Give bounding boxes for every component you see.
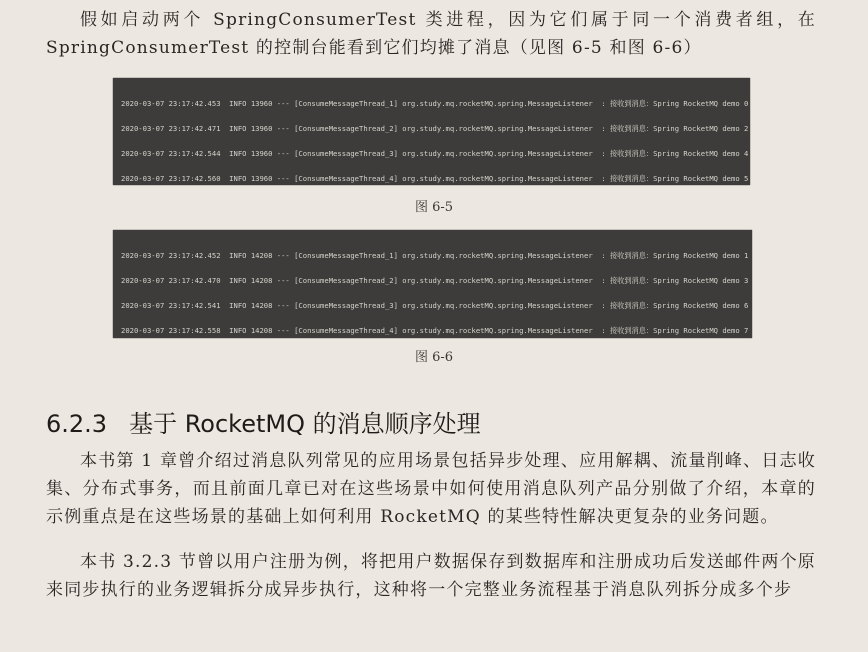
log-line: 2020-03-07 23:17:42.544 INFO 13960 --- [ConsumeMessageThread_3] org.study.mq.rocketMQ.spring.MessageListener : 接收到消息：Spring RocketMQ demo 4 [121,149,749,159]
section-heading [46,404,481,439]
log-line: 2020-03-07 23:17:42.471 INFO 13960 --- [ConsumeMessageThread_2] org.study.mq.rocketMQ.spring.MessageListener : 接收到消息：Spring RocketMQ demo 2 [121,124,749,134]
log-line: 2020-03-07 23:17:42.541 INFO 14208 --- [ConsumeMessageThread_3] org.study.mq.rocketMQ.spring.MessageListener : 接收到消息：Spring RocketMQ demo 6 [121,301,749,311]
figure-caption-6-6: 图 6-6 [414,350,454,365]
log-line: 2020-03-07 23:17:42.453 INFO 13960 --- [ConsumeMessageThread_1] org.study.mq.rocketMQ.spring.MessageListener : 接收到消息：Spring RocketMQ demo 0 [121,98,749,108]
intro-paragraph: 假如启动两个 SpringConsumerTest 类进程，因为它们属于同一个消费者组，在 SpringConsumerTest 的控制台能看到它们均摊了消息（见图 6-5 和图 6-6） [46,10,816,58]
log-line: 2020-03-07 23:17:42.560 INFO 13960 --- [ConsumeMessageThread_4] org.study.mq.rocketMQ.spring.MessageListener : 接收到消息：Spring RocketMQ demo 5 [121,174,749,184]
log-line: 2020-03-07 23:17:42.558 INFO 14208 --- [ConsumeMessageThread_4] org.study.mq.rocketMQ.spring.MessageListener : 接收到消息：Spring RocketMQ demo 7 [121,326,749,336]
log-line: 2020-03-07 23:17:42.470 INFO 14208 --- [ConsumeMessageThread_2] org.study.mq.rocketMQ.spring.MessageListener : 接收到消息：Spring RocketMQ demo 3 [121,276,749,286]
body-paragraph-2: 本书 3.2.3 节曾以用户注册为例，将把用户数据保存到数据库和注册成功后发送邮件两个原来同步执行的业务逻辑拆分成异步执行，这种将一个完整业务流程基于消息队列拆分成多个步 [46,552,816,600]
figure-caption-6-5: 图 6-5 [414,200,454,215]
console-screenshot-6-5 [113,78,750,185]
console-screenshot-6-6 [113,230,752,338]
section-title: 基于 RocketMQ 的消息顺序处理 [129,410,481,438]
body-paragraph-1: 本书第 1 章曾介绍过消息队列常见的应用场景包括异步处理、应用解耦、流量削峰、日志收集、分布式事务，而且前面几章已对在这些场景中如何使用消息队列产品分别做了介绍，本章的示例重点是在这些场景的基础上如何利用 RocketMQ 的某些特性解决更复杂的业务问题。 [46,451,816,527]
log-line: 2020-03-07 23:17:42.452 INFO 14208 --- [ConsumeMessageThread_1] org.study.mq.rocketMQ.spring.MessageListener : 接收到消息：Spring RocketMQ demo 1 [121,250,749,260]
section-number: 6.2.3 [46,410,108,438]
